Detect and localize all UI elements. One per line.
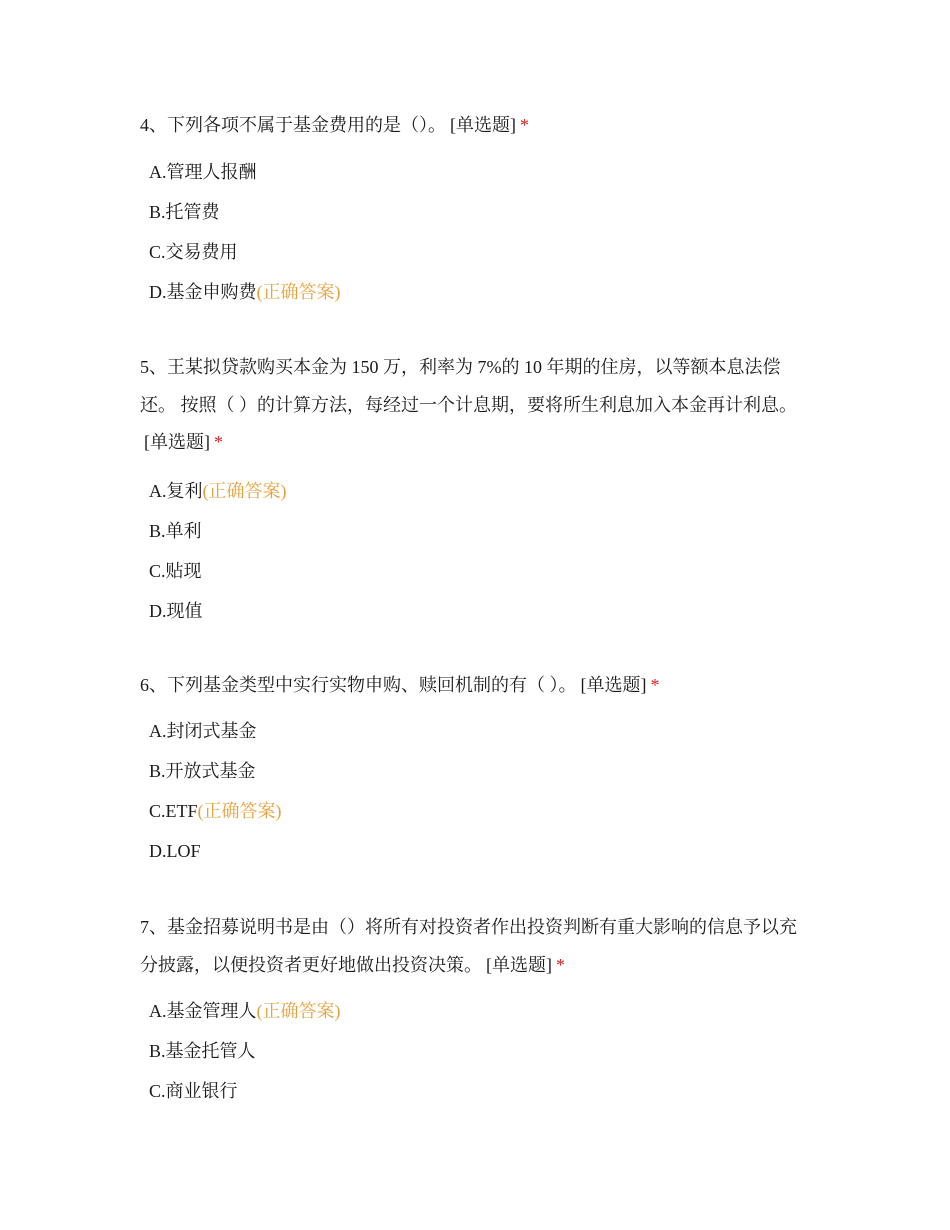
option-d[interactable] bbox=[149, 831, 810, 871]
option-b[interactable] bbox=[149, 511, 810, 551]
option-c[interactable] bbox=[149, 551, 810, 591]
question-text: 下列基金类型中实行实物申购、赎回机制的有（ ）。 bbox=[167, 675, 577, 695]
option-label: C.商业银行 bbox=[149, 1081, 238, 1101]
option-label: A.封闭式基金 bbox=[149, 720, 257, 741]
question-6 bbox=[140, 667, 810, 871]
option-list bbox=[149, 152, 810, 312]
option-label: B.单利 bbox=[149, 520, 202, 541]
question-number: 4、 bbox=[140, 115, 167, 135]
option-label: B.基金托管人 bbox=[149, 1041, 256, 1061]
option-a[interactable] bbox=[149, 471, 810, 511]
question-4 bbox=[140, 107, 810, 312]
question-type-label: [单选题] bbox=[144, 432, 210, 452]
option-label: A.管理人报酬 bbox=[149, 161, 257, 182]
question-number: 5、 bbox=[140, 357, 167, 377]
question-text: 下列各项不属于基金费用的是（）。 bbox=[167, 115, 446, 135]
option-label: B.开放式基金 bbox=[149, 760, 256, 781]
required-mark: * bbox=[214, 432, 223, 452]
correct-answer-tag: (正确答案) bbox=[256, 281, 341, 302]
option-c[interactable] bbox=[149, 1071, 810, 1111]
option-b[interactable] bbox=[149, 751, 810, 791]
option-a[interactable] bbox=[149, 991, 810, 1031]
question-stem bbox=[140, 667, 810, 705]
option-a[interactable] bbox=[149, 152, 810, 192]
question-number: 7、 bbox=[140, 917, 167, 937]
question-stem bbox=[140, 107, 810, 145]
option-b[interactable] bbox=[149, 192, 810, 232]
question-number: 6、 bbox=[140, 675, 167, 695]
option-label: D.LOF bbox=[149, 840, 201, 861]
question-type-label: [单选题] bbox=[580, 675, 647, 695]
question-text: 王某拟贷款购买本金为 150 万，利率为 7%的 10 年期的住房，以等额本息法偿还。 按照（ ）的计算方法，每经过一个计息期，要将所生利息加入本金再计利息。 bbox=[140, 357, 797, 415]
option-c[interactable] bbox=[149, 232, 810, 272]
question-type-label: [单选题] bbox=[486, 954, 552, 975]
required-mark: * bbox=[556, 954, 565, 975]
question-stem bbox=[140, 349, 810, 462]
option-label: C.交易费用 bbox=[149, 241, 238, 262]
option-list bbox=[149, 711, 810, 871]
option-d[interactable] bbox=[149, 272, 810, 312]
option-label: D.现值 bbox=[149, 600, 203, 621]
option-label: C.ETF bbox=[149, 800, 198, 821]
option-label: A.基金管理人 bbox=[149, 1001, 257, 1021]
option-a[interactable] bbox=[149, 711, 810, 751]
required-mark: * bbox=[520, 115, 529, 135]
correct-answer-tag: (正确答案) bbox=[256, 1001, 341, 1021]
required-mark: * bbox=[650, 675, 660, 695]
option-label: B.托管费 bbox=[149, 201, 220, 222]
option-list bbox=[149, 471, 810, 631]
option-label: C.贴现 bbox=[149, 560, 202, 581]
option-b[interactable] bbox=[149, 1031, 810, 1071]
question-7 bbox=[140, 909, 810, 1111]
option-d[interactable] bbox=[149, 591, 810, 631]
question-type-label: [单选题] bbox=[450, 115, 516, 135]
correct-answer-tag: (正确答案) bbox=[197, 800, 282, 821]
question-stem bbox=[140, 909, 810, 984]
question-text: 基金招募说明书是由（）将所有对投资者作出投资判断有重大影响的信息予以充分披露，以便投资者更好地做出投资决策。 bbox=[140, 917, 797, 975]
option-label: D.基金申购费 bbox=[149, 281, 257, 302]
option-label: A.复利 bbox=[149, 480, 203, 501]
option-c[interactable] bbox=[149, 791, 810, 831]
option-list bbox=[149, 991, 810, 1111]
question-5 bbox=[140, 349, 810, 631]
correct-answer-tag: (正确答案) bbox=[202, 480, 287, 501]
